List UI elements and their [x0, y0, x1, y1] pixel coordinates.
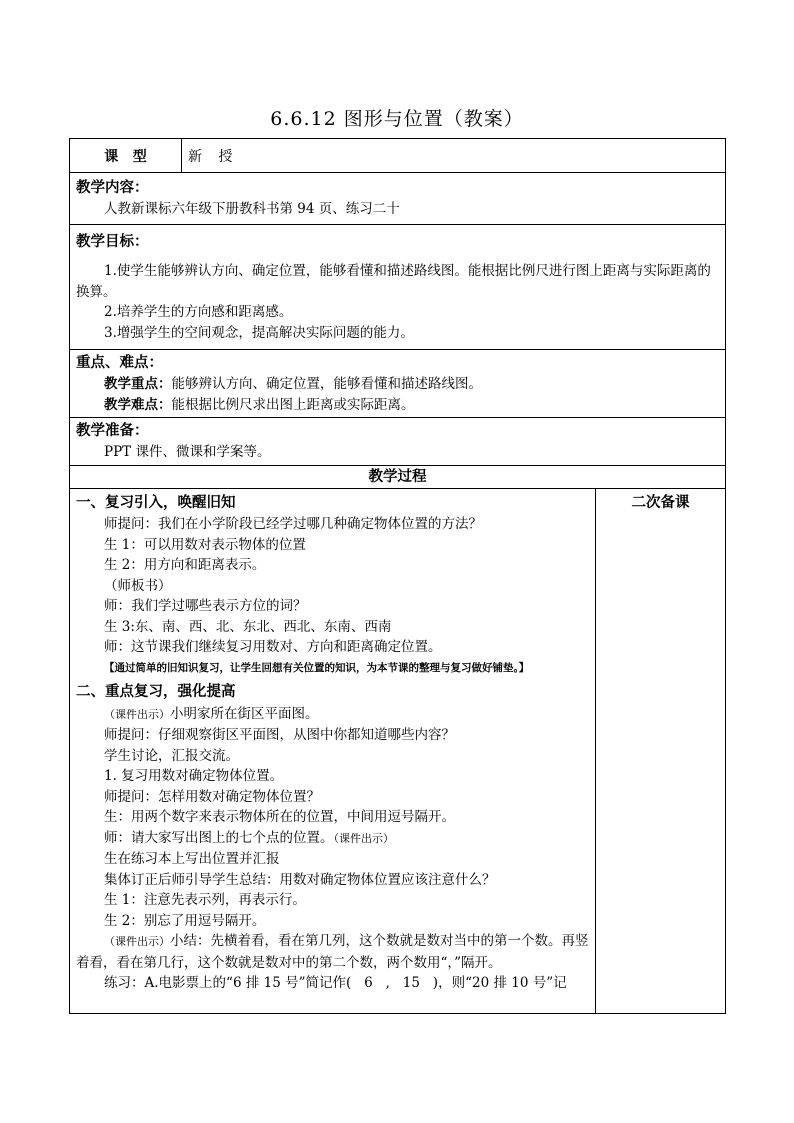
exercise-line: 练习：A.电影票上的“6 排 15 号”简记作( 6 , 15 )，则“20 排 10 号”记 [104, 975, 567, 991]
key-label: 教学重点： [104, 376, 172, 392]
process-body-cell [70, 489, 596, 1014]
section2-line-6: 生在练习本上写出位置并汇报 [104, 851, 280, 867]
summary-tag: （课件出示） [104, 935, 170, 948]
page-title: 6.6.12 图形与位置（教案） [270, 108, 524, 130]
section1-heading: 一、复习引入，唤醒旧知 [76, 494, 236, 511]
section1-note: 【通过简单的旧知识复习，让学生回想有关位置的知识，为本节课的整理与复习做好铺垫。】 [104, 661, 530, 674]
section1-line-3: 生 2：用方向和距离表示。 [104, 557, 266, 573]
content-heading: 教学内容： [76, 179, 149, 196]
prep-heading: 教学准备： [76, 422, 149, 439]
section1-line-7: 师：这节课我们继续复习用数对、方向和距离确定位置。 [104, 639, 442, 655]
second-prep-heading: 二次备课 [631, 494, 690, 511]
section2-line-2: 学生讨论，汇报交流。 [104, 747, 239, 764]
process-heading-cell [70, 466, 726, 489]
goals-heading: 教学目标： [76, 233, 149, 250]
section1-line-2: 生 1：可以用数对表示物体的位置 [104, 536, 306, 553]
lesson-plan-table [69, 138, 726, 1014]
section2-line-5: 生：用两个数字来表示物体所在的位置，中间用逗号隔开。 [104, 809, 455, 825]
lesson-type-label-cell [70, 139, 182, 173]
section2-line-7: 集体订正后师引导学生总结：用数对确定物体位置应该注意什么？ [104, 871, 496, 888]
lesson-type-label: 课 型 [104, 148, 147, 165]
section1-line-4: （师板书） [104, 577, 172, 594]
content-cell [70, 173, 726, 225]
lesson-type-value-cell [182, 139, 726, 173]
goal-item-2: 2.培养学生的方向感和距离感。 [104, 304, 293, 320]
section2-line-1: 师提问：仔细观察街区平面图，从图中你都知道哪些内容？ [104, 727, 455, 743]
lesson-type-value: 新 授 [188, 148, 239, 165]
goals-cell [70, 225, 726, 350]
courseware-tag: （课件出示） [104, 707, 170, 721]
process-heading: 教学过程 [368, 468, 427, 485]
section2-line-8: 生 1：注意先表示列，再表示行。 [104, 892, 306, 908]
section1-line-1: 师提问：我们在小学阶段已经学过哪几种确定物体位置的方法？ [104, 516, 482, 532]
goal-item-1: 1.使学生能够辨认方向、确定位置，能够看懂和描述路线图。能根据比例尺进行图上距离与实际距离的换算。 [76, 263, 711, 300]
section2-line-9: 生 2：别忘了用逗号隔开。 [104, 912, 266, 929]
section1-line-5: 师：我们学过哪些表示方位的词？ [104, 598, 307, 614]
difficulty-label: 教学难点： [104, 396, 172, 413]
key-points-cell [70, 350, 726, 418]
key-points-heading: 重点、难点： [76, 354, 163, 371]
section2-intro: 小明家所在街区平面图。 [170, 705, 319, 722]
courseware-tag-2: （课件出示） [333, 831, 394, 845]
goal-item-3: 3.增强学生的空间观念，提高解决实际问题的能力。 [104, 324, 414, 341]
summary-text: 小结：先横着看，看在第几列，这个数就是数对当中的第一个数。再竖着看，看在第几行，这个数就是数对中的第二个数，两个数用“，”隔开。 [76, 933, 589, 971]
section2-heading: 二、重点复习，强化提高 [76, 682, 236, 700]
prep-cell [70, 418, 726, 466]
content-text: 人教新课标六年级下册教科书第 94 页、练习二十 [104, 201, 400, 217]
difficulty-text: 能根据比例尺求出图上距离或实际距离。 [171, 396, 415, 413]
key-text: 能够辨认方向、确定位置，能够看懂和描述路线图。 [171, 376, 482, 392]
section2-line-3: 1. 复习用数对确定物体位置。 [104, 768, 284, 784]
section2-line-4: 师提问：怎样用数对确定物体位置？ [104, 788, 320, 805]
second-prep-cell [596, 489, 726, 1014]
section2-seven-points: 师：请大家写出图上的七个点的位置。 [104, 829, 334, 846]
section1-line-6: 生 3:东、南、西、北、东北、西北、东南、西南 [104, 618, 392, 635]
prep-text: PPT 课件、微课和学案等。 [104, 444, 271, 460]
